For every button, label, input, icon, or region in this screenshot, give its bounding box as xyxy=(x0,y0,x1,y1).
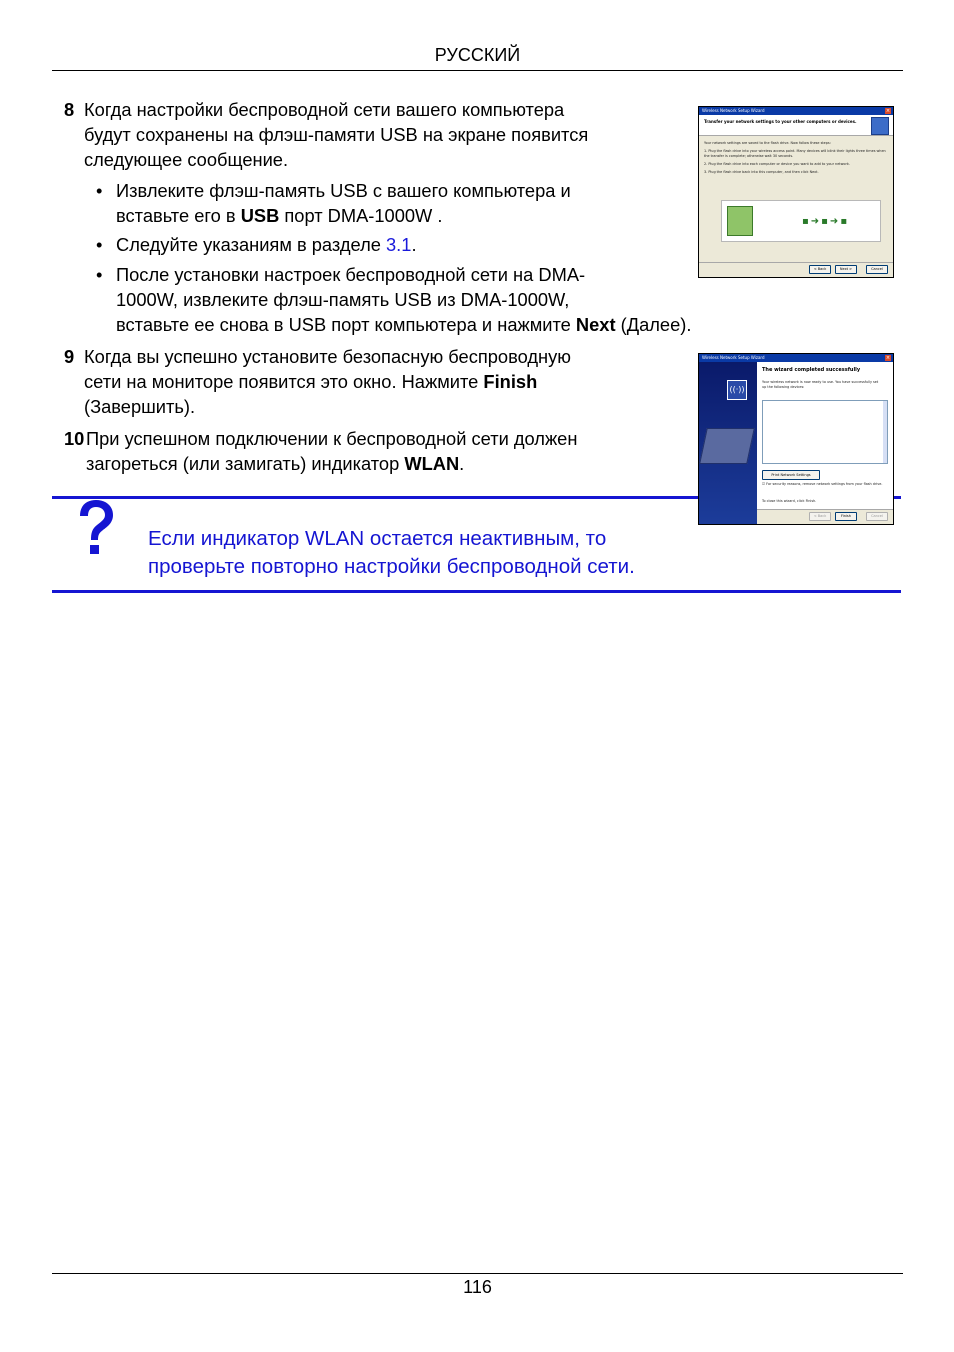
bullet-item xyxy=(96,232,686,257)
text-run: . xyxy=(411,234,417,255)
wizard-buttons xyxy=(699,262,893,277)
window-titlebar xyxy=(699,354,893,362)
devices-list xyxy=(762,400,888,464)
step-number: 10 xyxy=(64,428,85,449)
step-line: следующее сообщение. xyxy=(84,149,289,170)
note-line: Если индикатор WLAN остается неактивным, то xyxy=(148,527,607,550)
network-wizard-icon xyxy=(871,117,889,135)
wizard-step: 3. Plug the flash drive back into this computer, and then click Next. xyxy=(704,170,819,174)
step-line: Когда настройки беспроводной сети вашего компьютера xyxy=(84,99,565,120)
step-line xyxy=(86,451,577,476)
wizard-step: 1. Plug the flash drive into your wireless access point. Many devices will blink their lights three times when the transfer is complete; otherwise wait 30 seconds. xyxy=(704,149,886,158)
bullet-line xyxy=(116,203,571,228)
back-button: < Back xyxy=(809,265,831,274)
window-title: Wireless Network Setup Wizard xyxy=(702,355,765,360)
wizard-heading: Transfer your network settings to your other computers or devices. xyxy=(704,119,857,124)
bold-text: USB xyxy=(240,205,280,226)
antenna-icon: ((·)) xyxy=(727,380,747,400)
step-8 xyxy=(64,97,684,172)
bold-text: WLAN xyxy=(404,453,460,474)
transfer-arrows-icon: ▪➜▪➜▪ xyxy=(802,216,850,227)
next-button: Next > xyxy=(835,265,857,274)
page-number: 116 xyxy=(463,1277,492,1297)
bullet-dot: • xyxy=(96,234,103,255)
screenshot-transfer-settings xyxy=(698,106,894,278)
checkbox-label: For security reasons, remove network settings from your flash drive. xyxy=(766,482,883,486)
flash-drive-icon xyxy=(727,206,753,236)
window-title: Wireless Network Setup Wizard xyxy=(702,108,765,113)
note-line: проверьте повторно настройки беспроводной сети. xyxy=(148,555,635,578)
footer-rule xyxy=(52,1273,903,1274)
page-header-title: РУССКИЙ xyxy=(434,45,521,65)
step-9 xyxy=(64,344,684,419)
wizard-header xyxy=(699,115,893,136)
step-text xyxy=(84,97,588,172)
laptop-icon xyxy=(699,428,755,464)
step-number: 9 xyxy=(64,346,75,367)
step-line xyxy=(84,369,571,394)
text-run: вставьте ее снова в USB порт компьютера и нажмите xyxy=(116,314,576,335)
wizard-buttons xyxy=(757,509,893,524)
close-icon: × xyxy=(885,355,891,361)
wizard-subtext: Your wireless network is now ready to use. You have successfully set up the following devices: xyxy=(762,380,879,389)
text-run: Следуйте указаниям в разделе xyxy=(116,234,387,255)
close-hint: To close this wizard, click Finish. xyxy=(762,499,817,503)
wizard-content xyxy=(757,362,893,510)
text-run: загореться (или замигать) индикатор xyxy=(86,453,405,474)
transfer-illustration xyxy=(721,200,881,242)
bullet-line: 1000W, извлеките флэш-память USB из DMA-1000W, xyxy=(116,289,570,310)
step-line: (Завершить). xyxy=(84,396,196,417)
bold-text: Finish xyxy=(483,371,538,392)
wizard-intro: Your network settings are saved to the flash drive. Now follow these steps: xyxy=(704,141,831,145)
cancel-button: Cancel xyxy=(866,512,888,521)
bold-text: Next xyxy=(575,314,616,335)
wizard-heading: The wizard completed successfully xyxy=(762,367,861,373)
step-line: При успешном подключении к беспроводной сети должен xyxy=(86,428,578,449)
close-icon: × xyxy=(885,108,891,114)
wizard-side-panel xyxy=(699,362,757,524)
bullet-dot: • xyxy=(96,180,103,201)
note-bottom-rule xyxy=(52,590,901,593)
step-line: Когда вы успешно установите безопасную беспроводную xyxy=(84,346,571,367)
wizard-step: 2. Plug the flash drive into each computer or device you want to add to your network. xyxy=(704,162,850,166)
text-run: (Далее). xyxy=(615,314,692,335)
step-line: будут сохранены на флэш-памяти USB на экране появится xyxy=(84,124,589,145)
text-run: порт DMA-1000W . xyxy=(279,205,443,226)
bullet-line xyxy=(116,312,816,337)
bullet-item xyxy=(96,178,686,228)
screenshot-wizard-completed xyxy=(698,353,894,525)
header-rule xyxy=(52,70,903,71)
bullet-line: После установки настроек беспроводной сети на DMA- xyxy=(116,264,586,285)
note-text xyxy=(148,525,635,581)
step-number: 8 xyxy=(64,99,75,120)
cancel-button: Cancel xyxy=(866,265,888,274)
wizard-body xyxy=(704,141,888,178)
text-run: сети на мониторе появится это окно. Нажмите xyxy=(84,371,484,392)
back-button: < Back xyxy=(809,512,831,521)
window-titlebar xyxy=(699,107,893,115)
section-link[interactable]: 3.1 xyxy=(386,234,412,255)
scrollbar xyxy=(883,401,887,463)
step-10 xyxy=(64,426,684,476)
remove-settings-checkbox: ☑ For security reasons, remove network settings from your flash drive. xyxy=(762,482,883,486)
print-settings-button: Print Network Settings xyxy=(762,470,820,480)
question-icon xyxy=(72,498,120,560)
finish-button: Finish xyxy=(835,512,857,521)
bullet-dot: • xyxy=(96,264,103,285)
text-run: . xyxy=(459,453,465,474)
bullet-line: Извлеките флэш-память USB с вашего компьютера и xyxy=(116,180,571,201)
text-run: вставьте его в xyxy=(116,205,241,226)
